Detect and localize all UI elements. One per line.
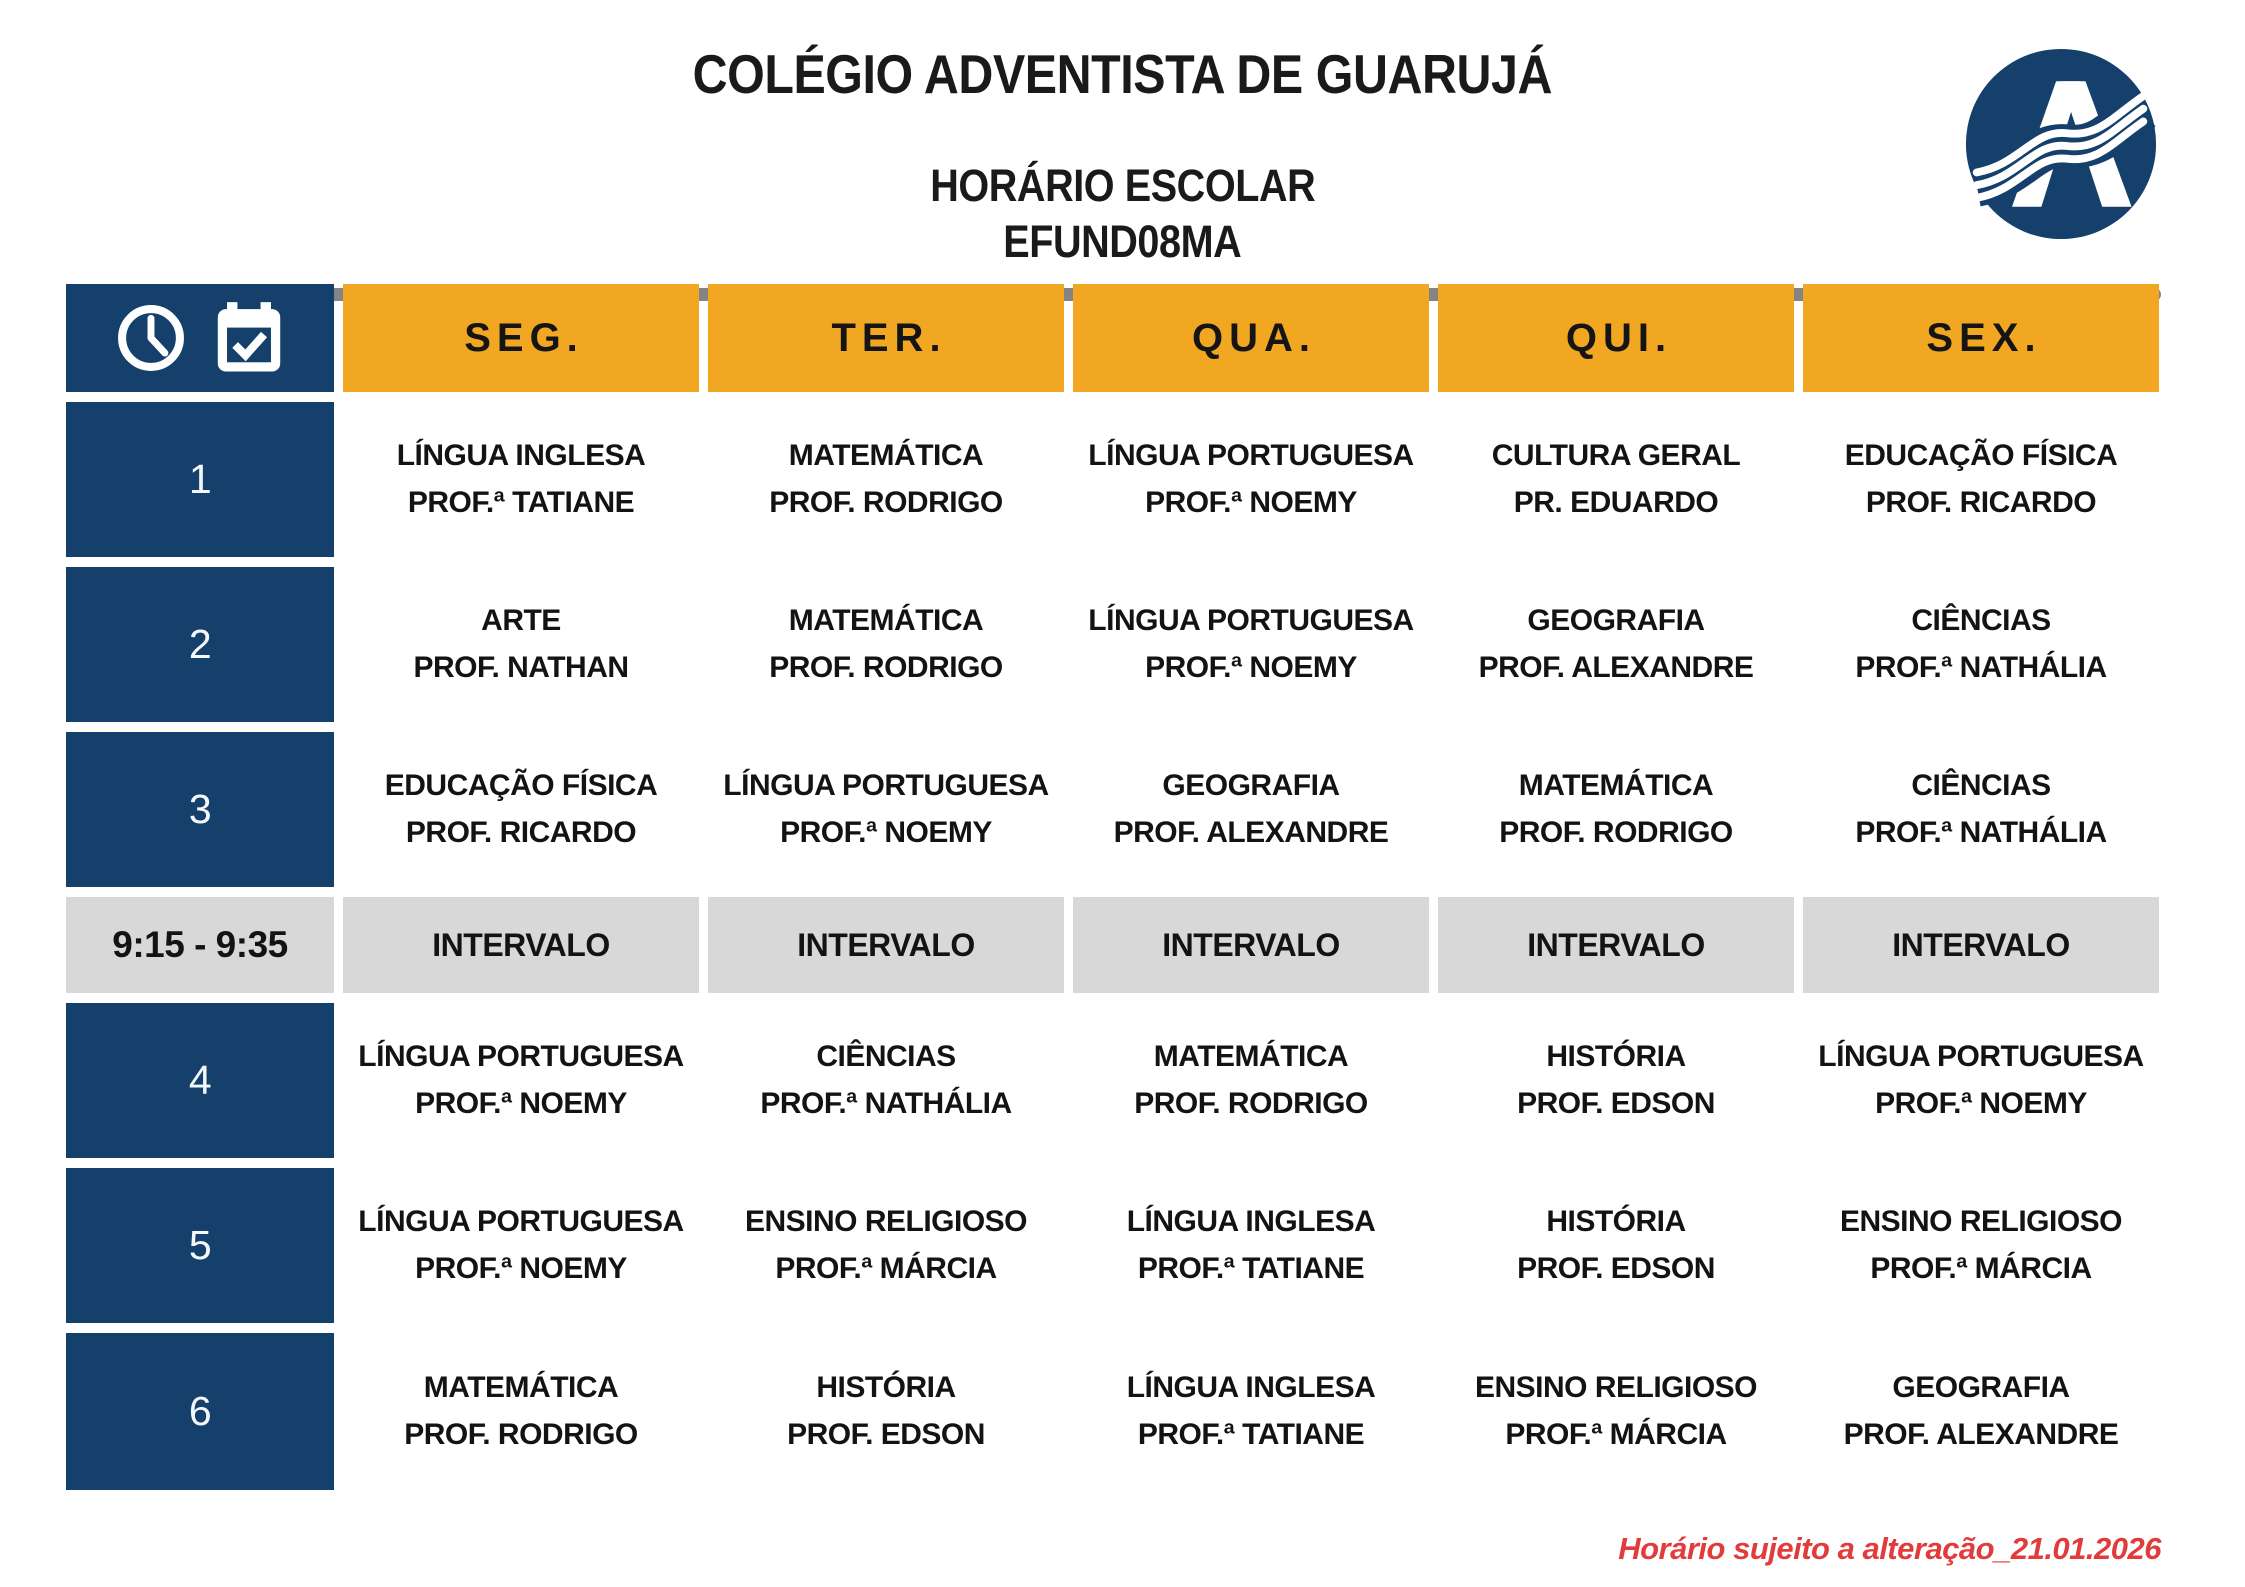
lesson-teacher: PROF.ª MÁRCIA [1505, 1418, 1727, 1451]
lesson-cell [1438, 1333, 1794, 1490]
lesson-cell [343, 567, 699, 722]
lesson-subject: LÍNGUA PORTUGUESA [358, 1205, 684, 1238]
lesson-cell [1803, 1168, 2159, 1323]
lesson-teacher: PROF.ª TATIANE [407, 486, 635, 519]
lesson-cell [1073, 402, 1429, 557]
lesson-teacher: PROF.ª NOEMY [1145, 486, 1357, 519]
lesson-teacher: PROF. RODRIGO [769, 651, 1003, 684]
class-code-text: EFUND08MA [1003, 216, 1242, 267]
adventist-a-logo-icon [1963, 46, 2159, 242]
lesson-subject: ENSINO RELIGIOSO [744, 1205, 1028, 1238]
schedule-table [66, 284, 2159, 1490]
lesson-subject: MATEMÁTICA [788, 604, 984, 637]
lesson-teacher: PROF. EDSON [1517, 1087, 1715, 1120]
interval-cell: INTERVALO [1073, 897, 1429, 993]
lesson-teacher: PROF. ALEXANDRE [1113, 816, 1389, 849]
lesson-cell [343, 1168, 699, 1323]
lesson-cell [708, 1333, 1064, 1490]
lesson-teacher: PROF.ª TATIANE [1137, 1418, 1365, 1451]
lesson-cell [1073, 732, 1429, 887]
lesson-teacher: PROF. ALEXANDRE [1843, 1418, 2119, 1451]
lesson-cell [708, 732, 1064, 887]
lesson-teacher: PROF. RODRIGO [1499, 816, 1733, 849]
lesson-subject: LÍNGUA PORTUGUESA [723, 769, 1049, 802]
lesson-cell [1438, 567, 1794, 722]
lesson-cell [1803, 732, 2159, 887]
corner-header-cell [66, 284, 334, 392]
lesson-subject: ENSINO RELIGIOSO [1474, 1371, 1758, 1404]
lesson-teacher: PROF. EDSON [787, 1418, 985, 1451]
lesson-subject: MATEMÁTICA [788, 439, 984, 472]
lesson-subject: HISTÓRIA [1546, 1040, 1686, 1073]
day-header-ter: TER. [708, 284, 1064, 392]
lesson-subject: LÍNGUA PORTUGUESA [1088, 604, 1414, 637]
lesson-teacher: PROF.ª NATHÁLIA [760, 1087, 1012, 1120]
lesson-teacher: PROF. EDSON [1517, 1252, 1715, 1285]
lesson-subject: MATEMÁTICA [1518, 769, 1714, 802]
lesson-cell [1438, 1168, 1794, 1323]
day-header-qua: QUA. [1073, 284, 1429, 392]
lesson-subject: LÍNGUA PORTUGUESA [1818, 1040, 2144, 1073]
lesson-subject: CIÊNCIAS [1911, 769, 2051, 802]
lesson-subject: CIÊNCIAS [816, 1040, 956, 1073]
lesson-teacher: PROF. RICARDO [405, 816, 637, 849]
lesson-teacher: PROF.ª MÁRCIA [775, 1252, 997, 1285]
lesson-subject: GEOGRAFIA [1892, 1371, 2070, 1404]
lesson-teacher: PROF. ALEXANDRE [1478, 651, 1754, 684]
clock-icon [114, 301, 188, 375]
interval-cell: INTERVALO [708, 897, 1064, 993]
lesson-subject: MATEMÁTICA [1153, 1040, 1349, 1073]
period-cell-5: 5 [66, 1168, 334, 1323]
lesson-cell [708, 1168, 1064, 1323]
calendar-check-icon [212, 301, 286, 375]
lesson-subject: GEOGRAFIA [1162, 769, 1340, 802]
lesson-subject: GEOGRAFIA [1527, 604, 1705, 637]
lesson-subject: MATEMÁTICA [423, 1371, 619, 1404]
lesson-cell [1803, 1333, 2159, 1490]
lesson-subject: ARTE [481, 604, 561, 637]
lesson-cell [1073, 1168, 1429, 1323]
lesson-cell [1438, 402, 1794, 557]
lesson-subject: LÍNGUA PORTUGUESA [358, 1040, 684, 1073]
lesson-cell [343, 1003, 699, 1158]
lesson-cell [1073, 1003, 1429, 1158]
break-time-cell: 9:15 - 9:35 [66, 897, 334, 993]
lesson-teacher: PROF.ª NOEMY [780, 816, 992, 849]
period-cell-3: 3 [66, 732, 334, 887]
lesson-cell [343, 402, 699, 557]
lesson-teacher: PROF. RODRIGO [769, 486, 1003, 519]
lesson-cell [1803, 1003, 2159, 1158]
header [0, 0, 2245, 268]
lesson-cell [1803, 402, 2159, 557]
lesson-teacher: PROF.ª TATIANE [1137, 1252, 1365, 1285]
lesson-teacher: PROF. RODRIGO [1134, 1087, 1368, 1120]
lesson-cell [1073, 567, 1429, 722]
interval-cell: INTERVALO [1438, 897, 1794, 993]
lesson-cell [708, 567, 1064, 722]
lesson-teacher: PROF. NATHAN [413, 651, 629, 684]
revision-note: Horário sujeito a alteração_21.01.2026 [1618, 1531, 2161, 1566]
lesson-cell [343, 732, 699, 887]
school-name-title [0, 0, 2245, 106]
lesson-subject: LÍNGUA INGLESA [1126, 1205, 1376, 1238]
lesson-subject: EDUCAÇÃO FÍSICA [384, 769, 658, 802]
period-cell-4: 4 [66, 1003, 334, 1158]
period-cell-1: 1 [66, 402, 334, 557]
lesson-teacher: PROF.ª NATHÁLIA [1855, 816, 2107, 849]
lesson-cell [1438, 1003, 1794, 1158]
class-code [0, 212, 2245, 268]
lesson-teacher: PROF.ª MÁRCIA [1870, 1252, 2092, 1285]
lesson-cell [1073, 1333, 1429, 1490]
lesson-teacher: PROF. RODRIGO [404, 1418, 638, 1451]
lesson-cell [1803, 567, 2159, 722]
day-header-qui: QUI. [1438, 284, 1794, 392]
day-header-sex: SEX. [1803, 284, 2159, 392]
school-name-text: COLÉGIO ADVENTISTA DE GUARUJÁ [692, 43, 1553, 105]
lesson-subject: CIÊNCIAS [1911, 604, 2051, 637]
lesson-cell [1438, 732, 1794, 887]
lesson-teacher: PR. EDUARDO [1513, 486, 1719, 519]
lesson-cell [343, 1333, 699, 1490]
day-header-seg: SEG. [343, 284, 699, 392]
lesson-teacher: PROF.ª NOEMY [1145, 651, 1357, 684]
lesson-subject: EDUCAÇÃO FÍSICA [1844, 439, 2118, 472]
period-cell-2: 2 [66, 567, 334, 722]
interval-cell: INTERVALO [1803, 897, 2159, 993]
lesson-teacher: PROF.ª NATHÁLIA [1855, 651, 2107, 684]
lesson-subject: HISTÓRIA [816, 1371, 956, 1404]
lesson-teacher: PROF. RICARDO [1865, 486, 2097, 519]
interval-cell: INTERVALO [343, 897, 699, 993]
period-cell-6: 6 [66, 1333, 334, 1490]
lesson-subject: ENSINO RELIGIOSO [1839, 1205, 2123, 1238]
lesson-subject: LÍNGUA INGLESA [396, 439, 646, 472]
lesson-teacher: PROF.ª NOEMY [415, 1252, 627, 1285]
lesson-cell [708, 402, 1064, 557]
lesson-subject: HISTÓRIA [1546, 1205, 1686, 1238]
document-title [0, 106, 2245, 212]
lesson-subject: LÍNGUA PORTUGUESA [1088, 439, 1414, 472]
lesson-subject: CULTURA GERAL [1491, 439, 1741, 472]
lesson-cell [708, 1003, 1064, 1158]
lesson-subject: LÍNGUA INGLESA [1126, 1371, 1376, 1404]
document-title-text: HORÁRIO ESCOLAR [929, 160, 1315, 211]
lesson-teacher: PROF.ª NOEMY [1875, 1087, 2087, 1120]
lesson-teacher: PROF.ª NOEMY [415, 1087, 627, 1120]
